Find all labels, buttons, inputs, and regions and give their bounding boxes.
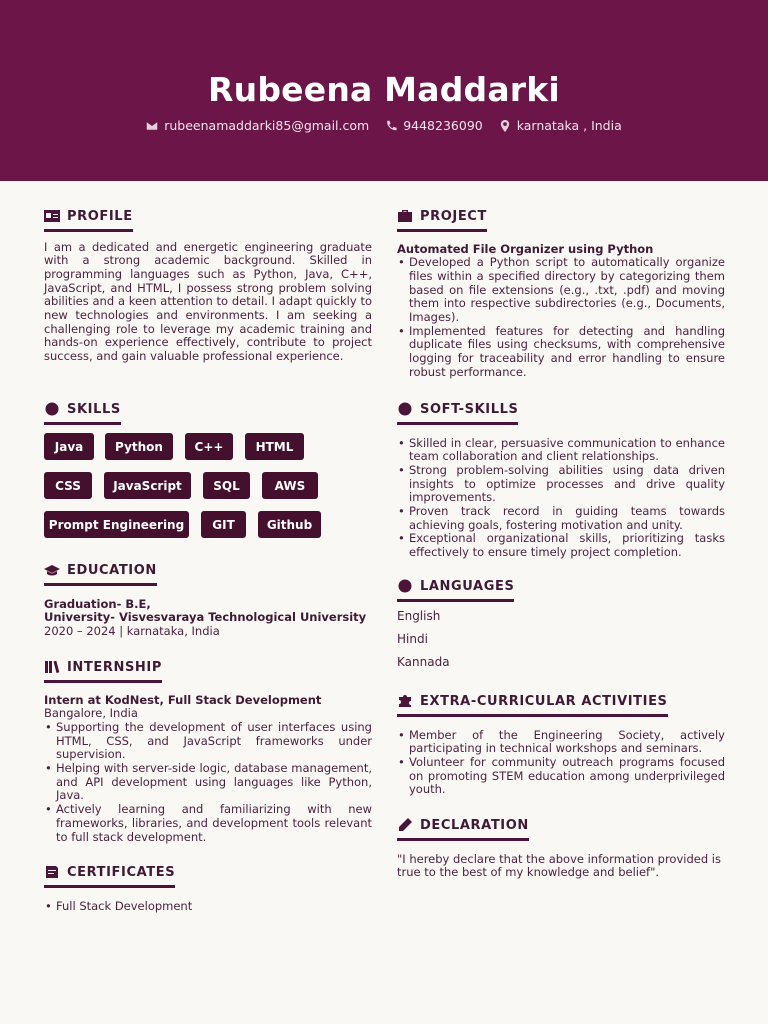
- certificates-list: [44, 900, 372, 914]
- soft-skills-points: [397, 437, 725, 560]
- certificate-icon: [44, 865, 60, 879]
- list-item: • Strong problem-solving abilities using data driven insights to optimize processes and drive quality improvements.: [397, 464, 725, 505]
- books-icon: [44, 660, 60, 674]
- graduation-cap-icon: [44, 563, 60, 577]
- skill-chip: Python: [105, 433, 173, 460]
- globe-icon: [397, 579, 413, 593]
- list-item: • Developed a Python script to automatically organize files within a specified directory by categorizing them based on file extensions (e.g., .txt, .pdf) and moving them into respective subdirectories (e.g., Documents, Images).: [397, 256, 725, 325]
- location-pin-icon: [499, 120, 511, 132]
- soft-skills-heading: SOFT-SKILLS: [397, 402, 518, 425]
- internship-points: [44, 721, 372, 844]
- certificates-section: [44, 864, 372, 913]
- skill-chip: Prompt Engineering: [44, 511, 189, 538]
- internship-section: [44, 659, 372, 844]
- pen-icon: [397, 818, 413, 832]
- globe-icon: [44, 402, 60, 416]
- envelope-icon: [146, 120, 158, 132]
- list-item: • Implemented features for detecting and handling duplicate files using checksums, with comprehensive logging for traceability and error handling to ensure robust performance.: [397, 325, 725, 380]
- list-item: • Volunteer for community outreach programs focused on promoting STEM education among underprivileged youth.: [397, 756, 725, 797]
- list-item: • Actively learning and familiarizing with new frameworks, libraries, and development tools relevant to full stack development.: [44, 803, 372, 844]
- contact-location: [499, 118, 622, 133]
- language-item: Kannada: [397, 655, 450, 669]
- list-item: • Supporting the development of user interfaces using HTML, CSS, and JavaScript frameworks under supervision.: [44, 721, 372, 762]
- briefcase-icon: [397, 209, 413, 223]
- certificates-heading: CERTIFICATES: [44, 865, 175, 888]
- soft-skills-section: [397, 401, 725, 560]
- profile-heading: PROFILE: [44, 209, 133, 232]
- phone-icon: [385, 120, 397, 132]
- user-circle-icon: [397, 402, 413, 416]
- skills-section: [44, 401, 372, 425]
- education-period: 2020 – 2024 | karnataka, India: [44, 623, 220, 638]
- header-banner: [0, 0, 768, 181]
- contact-row: [0, 118, 768, 133]
- project-section: [397, 208, 725, 380]
- declaration-section: [397, 817, 725, 880]
- language-item: English: [397, 609, 441, 623]
- contact-email[interactable]: [146, 118, 369, 133]
- extra-curricular-heading: EXTRA-CURRICULAR ACTIVITIES: [397, 694, 668, 717]
- project-heading: PROJECT: [397, 209, 487, 232]
- location-text: karnataka , India: [516, 118, 622, 133]
- skill-chip: Java: [44, 433, 94, 460]
- declaration-heading: DECLARATION: [397, 818, 529, 841]
- skill-chip: C++: [185, 433, 233, 460]
- internship-location: Bangalore, India: [44, 706, 138, 721]
- list-item: • Full Stack Development: [44, 900, 372, 914]
- skill-chip: Github: [258, 511, 321, 538]
- profile-text: I am a dedicated and energetic engineering graduate with a strong academic background. Skilled in programming languages such as Python, Java, C++, JavaScript, and HTML, I possess strong problem solving abilities and a keen attention to detail. I adapt quickly to new technologies and environments. I am seeking a challenging role to leverage my academic training and hands-on experience effectively, contribute to project success, and gain valuable professional experience.: [44, 239, 372, 364]
- education-degree: Graduation- B.E,: [44, 596, 151, 611]
- project-name: Automated File Organizer using Python: [397, 241, 654, 256]
- list-item: • Proven track record in guiding teams towards achieving goals, fostering motivation and unity.: [397, 505, 725, 532]
- declaration-text: "I hereby declare that the above information provided is true to the best of my knowledge and belief".: [397, 851, 721, 880]
- project-points: [397, 256, 725, 379]
- profile-section: [44, 208, 372, 364]
- skill-chip: SQL: [203, 472, 250, 499]
- skill-chip: GIT: [201, 511, 246, 538]
- candidate-name: Rubeena Maddarki: [208, 70, 560, 109]
- languages-section: [397, 578, 725, 602]
- language-item: Hindi: [397, 632, 428, 646]
- list-item: • Skilled in clear, persuasive communication to enhance team collaboration and client relationships.: [397, 437, 725, 464]
- internship-role: Intern at KodNest, Full Stack Development: [44, 692, 322, 707]
- education-section: [44, 562, 372, 639]
- list-item: • Exceptional organizational skills, prioritizing tasks effectively to ensure timely project completion.: [397, 532, 725, 559]
- internship-heading: INTERNSHIP: [44, 660, 162, 683]
- education-heading: EDUCATION: [44, 563, 157, 586]
- skills-heading: SKILLS: [44, 402, 121, 425]
- phone-text: 9448236090: [403, 118, 483, 133]
- skill-chip: HTML: [245, 433, 304, 460]
- extra-curricular-points: [397, 729, 725, 798]
- skill-chip: JavaScript: [104, 472, 191, 499]
- skill-chip: CSS: [44, 472, 92, 499]
- list-item: • Member of the Engineering Society, actively participating in technical workshops and seminars.: [397, 729, 725, 756]
- id-card-icon: [44, 209, 60, 223]
- list-item: • Helping with server-side logic, database management, and API development using languages like Python, Java.: [44, 762, 372, 803]
- education-university: University- Visvesvaraya Technological University: [44, 610, 367, 625]
- skill-chip: AWS: [262, 472, 318, 499]
- extra-curricular-section: [397, 693, 725, 797]
- languages-heading: LANGUAGES: [397, 579, 514, 602]
- email-text: rubeenamaddarki85@gmail.com: [164, 118, 370, 133]
- puzzle-icon: [397, 694, 413, 708]
- contact-phone[interactable]: [385, 118, 483, 133]
